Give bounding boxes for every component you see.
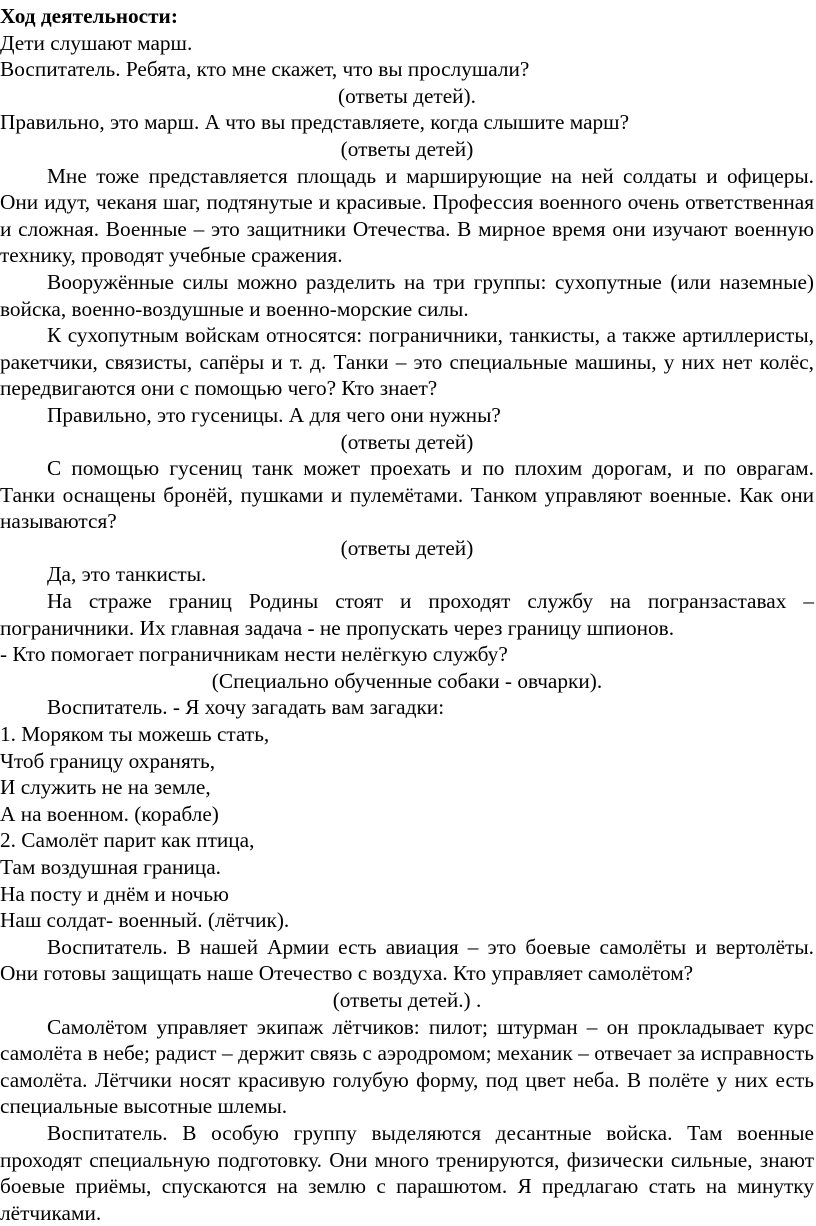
paragraph: 1. Моряком ты можешь стать, [0,722,270,747]
document-body [0,30,814,1226]
paragraph: Воспитатель. В особую группу выделяются десантные войска. Там военные проходят специальную подготовку. Они много тренируются, физически сильные, знают боевые приёмы, спускаются на землю с парашютом. Я предлагаю стать на минутку лётчиками. [0,1120,814,1225]
paragraph: На посту и днём и ночью [0,881,229,906]
paragraph: - Кто помогает пограничникам нести нелёгкую службу? [0,642,508,667]
stage-direction: (ответы детей) [340,535,474,560]
paragraph: Наш солдат- военный. (лётчик). [0,908,290,933]
paragraph: Воспитатель. - Я хочу загадать вам загадки: [47,695,445,720]
paragraph: Воспитатель. Ребята, кто мне скажет, что вы прослушали? [0,57,530,82]
section-heading: Ход деятельности: [0,4,178,28]
paragraph: Правильно, это марш. А что вы представляете, когда слышите марш? [0,110,630,135]
paragraph: Самолётом управляет экипаж лётчиков: пилот; штурман – он прокладывает курс самолёта в небе; радист – держит связь с аэродромом; механик – отвечает за исправность самолёта. Лётчики носят красивую голубую форму, под цвет неба. В полёте у них есть специальные высотные шлемы. [0,1014,814,1119]
paragraph: Воспитатель. В нашей Армии есть авиация – это боевые самолёты и вертолёты. Они готовы защищать наше Отечество с воздуха. Кто управляет самолётом? [0,934,814,986]
paragraph: Там воздушная граница. [0,855,221,879]
paragraph: Правильно, это гусеницы. А для чего они нужны? [47,402,501,427]
paragraph: Да, это танкисты. [47,562,207,587]
paragraph: Дети слушают марш. [0,30,193,55]
paragraph: Вооружённые силы можно разделить на три группы: сухопутные (или наземные) войска, военно-воздушные и военно-морские силы. [0,269,814,321]
paragraph: 2. Самолёт парит как птица, [0,828,255,853]
paragraph: К сухопутным войскам относятся: пограничники, танкисты, а также артиллеристы, ракетчики, связисты, сапёры и т. д. Танки – это специальные машины, у них нет колёс, передвигаются они с помощью чего? Кто знает? [0,323,814,401]
stage-direction: (ответы детей.) . [332,987,482,1012]
paragraph: Чтоб границу охранять, [0,748,216,773]
paragraph: А на военном. (корабле) [0,801,219,826]
stage-direction: (Специально обученные собаки - овчарки). [211,668,603,693]
stage-direction: (ответы детей). [338,83,476,108]
paragraph: И служить не на земле, [0,775,211,800]
paragraph: Мне тоже представляется площадь и марширующие на ней солдаты и офицеры. Они идут, чеканя шаг, подтянутые и красивые. Профессия военного очень ответственная и сложная. Военные – это защитники Отечества. В мирное время они изучают военную технику, проводят учебные сражения. [0,163,814,268]
paragraph: С помощью гусениц танк может проехать и по плохим дорогам, и по оврагам. Танки оснащены бронёй, пушками и пулемётами. Танком управляют военные. Как они называются? [0,456,814,534]
paragraph: На страже границ Родины стоят и проходят службу на погранзаставах – пограничники. Их главная задача - не пропускать через границу шпионов. [0,589,814,640]
stage-direction: (ответы детей) [340,429,474,454]
stage-direction: (ответы детей) [340,136,474,161]
